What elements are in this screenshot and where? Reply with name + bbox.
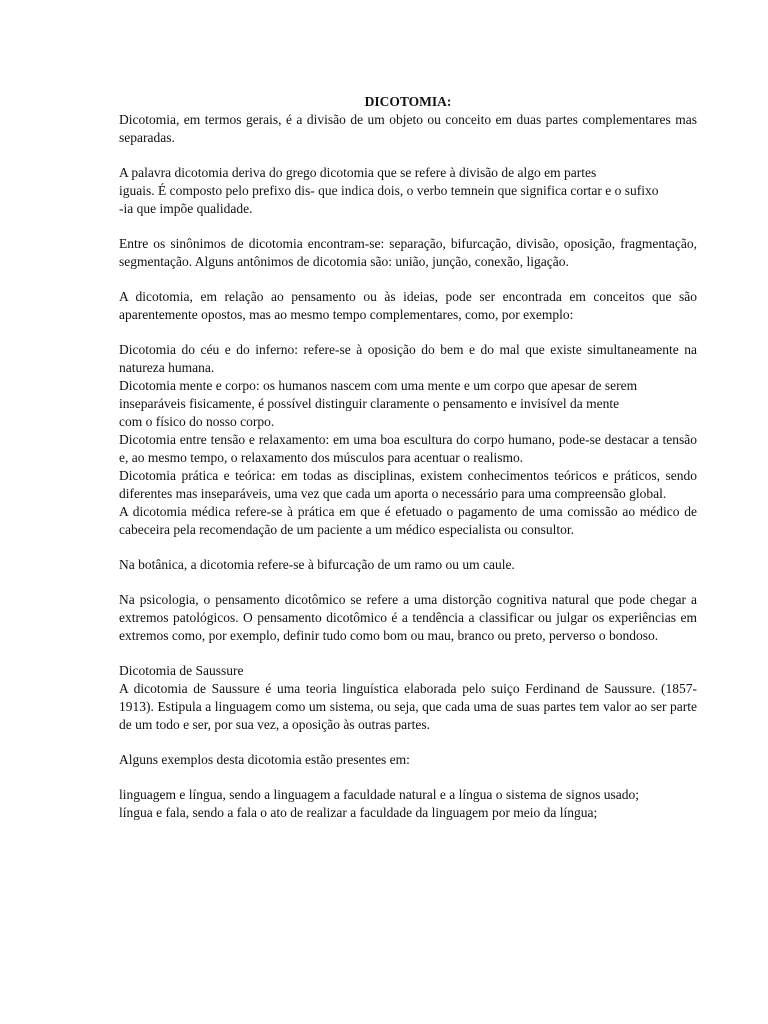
paragraph-gap <box>119 271 697 288</box>
page-title: DICOTOMIA: <box>364 94 452 109</box>
etymology-line: iguais. É composto pelo prefixo dis- que indica dois, o verbo temnein que significa cortar e o sufixo <box>119 183 659 198</box>
saussure-paragraph: A dicotomia de Saussure é uma teoria linguística elaborada pelo suiço Ferdinand de Saussure. (1857-1913). Estipula a linguagem como um sistema, ou seja, que cada uma de suas partes tem valor ao ser parte de um todo e ser, por sua vez, a oposição às outras partes. <box>119 681 697 732</box>
thought-paragraph: A dicotomia, em relação ao pensamento ou às ideias, pode ser encontrada em conceitos que são aparentemente opostos, mas ao mesmo tempo complementares, como, por exemplo: <box>119 289 697 322</box>
example-practical: Dicotomia prática e teórica: em todas as disciplinas, existem conhecimentos teóricos e práticos, sendo diferentes mas inseparáveis, uma vez que cada um aporta o necessário para uma compreensão global. <box>119 468 697 501</box>
paragraph-gap <box>119 147 697 164</box>
list-item: língua e fala, sendo a fala o ato de realizar a faculdade da linguagem por meio da língua; <box>119 805 598 820</box>
paragraph-gap <box>119 645 697 662</box>
paragraph-gap <box>119 574 697 591</box>
paragraph-gap <box>119 734 697 751</box>
example-mind-body <box>119 377 697 431</box>
synonyms-paragraph: Entre os sinônimos de dicotomia encontram-se: separação, bifurcação, divisão, oposição, fragmentação, segmentação. Alguns antônimos de dicotomia são: união, junção, conexão, ligação. <box>119 236 697 269</box>
etymology-line: -ia que impõe qualidade. <box>119 201 253 216</box>
paragraph-gap <box>119 539 697 556</box>
mind-body-line: Dicotomia mente e corpo: os humanos nascem com uma mente e um corpo que apesar de serem <box>119 378 638 393</box>
psychology-paragraph: Na psicologia, o pensamento dicotômico se refere a uma distorção cognitiva natural que pode chegar a extremos patológicos. O pensamento dicotômico é a tendência a classificar ou julgar os experiências em extremos como, por exemplo, definir tudo como bom ou mau, branco ou preto, perverso o bondoso. <box>119 592 697 643</box>
document-body <box>119 93 697 822</box>
paragraph-gap <box>119 324 697 341</box>
mind-body-line: inseparáveis fisicamente, é possível distinguir claramente o pensamento e invisível da mente <box>119 396 620 411</box>
paragraph-gap <box>119 769 697 786</box>
example-heaven-hell: Dicotomia do céu e do inferno: refere-se à oposição do bem e do mal que existe simultaneamente na natureza humana. <box>119 342 697 375</box>
paragraph-gap <box>119 218 697 235</box>
examples-intro: Alguns exemplos desta dicotomia estão presentes em: <box>119 752 410 767</box>
example-tension: Dicotomia entre tensão e relaxamento: em uma boa escultura do corpo humano, pode-se destacar a tensão e, ao mesmo tempo, o relaxamento dos músculos para acentuar o realismo. <box>119 432 697 465</box>
botany-paragraph: Na botânica, a dicotomia refere-se à bifurcação de um ramo ou um caule. <box>119 557 515 572</box>
example-medical: A dicotomia médica refere-se à prática em que é efetuado o pagamento de uma comissão ao médico de cabeceira pela recomendação de um paciente a um médico especialista ou consultor. <box>119 504 697 537</box>
list-item: linguagem e língua, sendo a linguagem a faculdade natural e a língua o sistema de signos usado; <box>119 787 639 802</box>
etymology-line: A palavra dicotomia deriva do grego dicotomia que se refere à divisão de algo em partes <box>119 165 597 180</box>
intro-paragraph: Dicotomia, em termos gerais, é a divisão de um objeto ou conceito em duas partes complementares mas separadas. <box>119 112 697 145</box>
saussure-heading: Dicotomia de Saussure <box>119 663 244 678</box>
etymology-paragraph <box>119 164 697 218</box>
mind-body-line: com o físico do nosso corpo. <box>119 414 275 429</box>
